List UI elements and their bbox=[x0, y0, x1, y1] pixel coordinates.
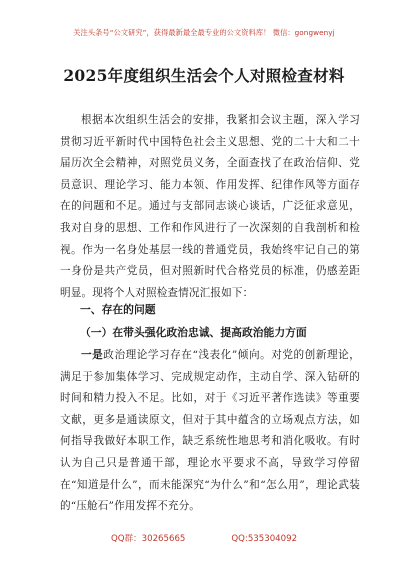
subsection-heading-political: （一）在带头强化政治忠诚、提高政治能力方面 bbox=[80, 326, 307, 339]
header-banner: 关注头条号“公文研究”，获得最新最全最专业的公文资料库！ 微信：gongwenyj bbox=[73, 28, 335, 37]
footer-qq-group: QQ群：30265665 bbox=[110, 534, 186, 544]
problem-paragraph-1 bbox=[60, 345, 360, 518]
section-heading-problems: 一、存在的问题 bbox=[80, 303, 156, 316]
paragraph-lead: 一是 bbox=[81, 349, 104, 361]
paragraph-body: 政治理论学习存在“浅表化”倾向。对党的创新理论，满足于参加集体学习、完成规定动作，主动自学、深入钻研的时间和精力投入不足。比如，对于《习近平著作选读》等重要文献，更多是通读原文，但对于其中蕴含的立场观点方法，如何指导我做好本职工作，缺乏系统性地思考和消化吸收。有时认为自己只是普通干部，理论水平要求不高，导致学习停留在“知道是什么”，而未能深究“为什么”和“怎么用”，理论武装的“压舱石”作用发挥不充分。 bbox=[60, 349, 360, 513]
footer-contact bbox=[0, 532, 408, 544]
footer-qq: QQ:535304092 bbox=[231, 534, 298, 544]
document-title: 2025年度组织生活会个人对照检查材料 bbox=[63, 66, 345, 85]
intro-paragraph: 根据本次组织生活会的安排，我紧扣会议主题，深入学习贯彻习近平新时代中国特色社会主义思想、党的二十大和二十届历次全会精神，对照党员义务，全面查找了在政治信仰、党员意识、理论学习、能力本领、作用发挥、纪律作风等方面存在的问题和不足。通过与支部同志谈心谈话，广泛征求意见，我对自身的思想、工作和作风进行了一次深刻的自我剖析和检视。作为一名身处基层一线的普通党员，我始终牢记自己的第一身份是共产党员，但对照新时代合格党员的标准，仍感差距明显。现将个人对照检查情况汇报如下： bbox=[60, 114, 360, 299]
